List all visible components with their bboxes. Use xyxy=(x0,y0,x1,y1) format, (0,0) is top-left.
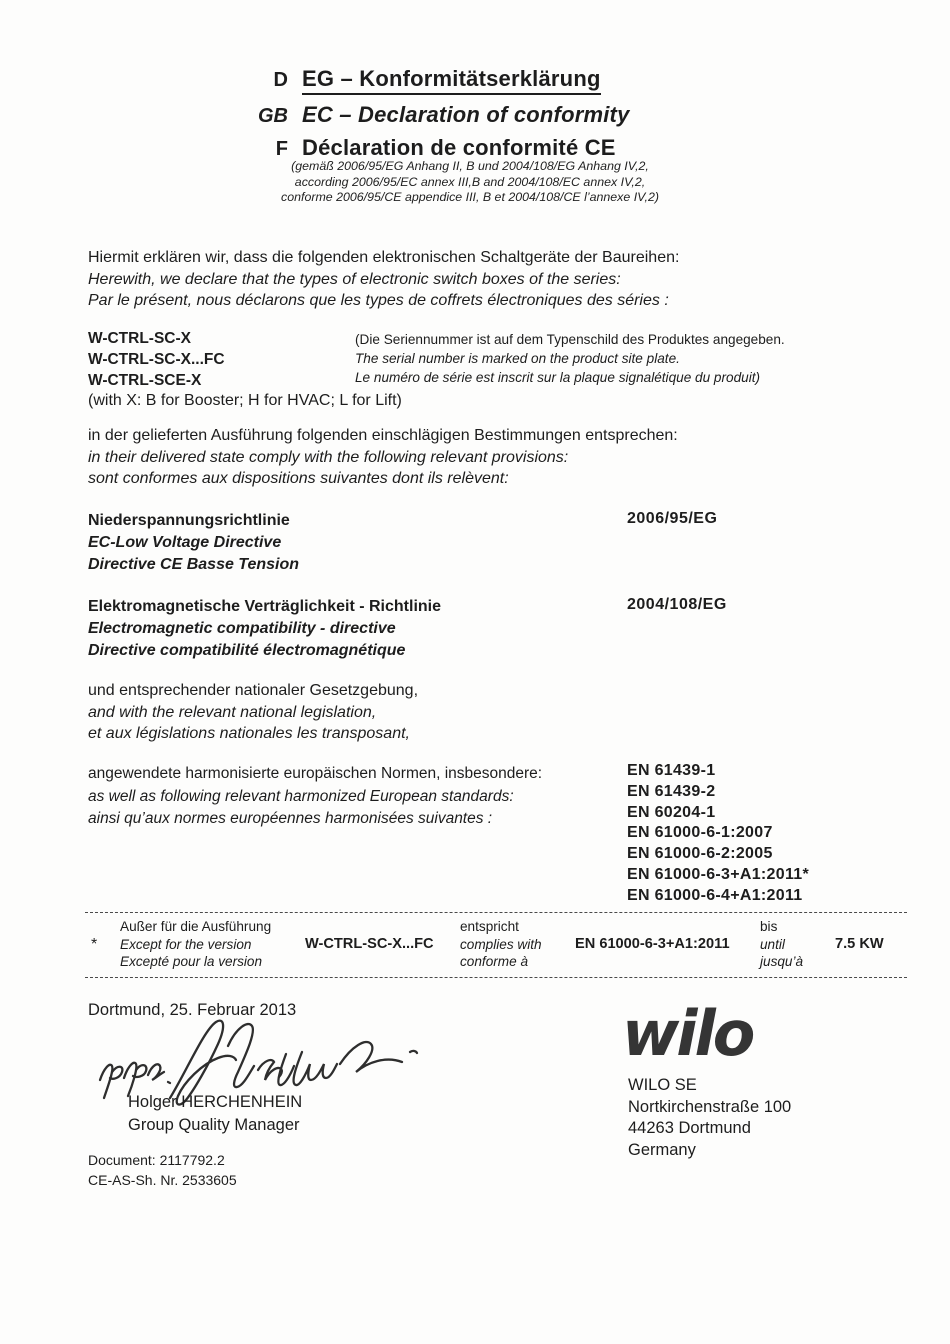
title-de: EG – Konformitätserklärung xyxy=(302,66,601,95)
lang-code-fr: F xyxy=(275,138,288,160)
directive-number-low-voltage: 2006/95/EG xyxy=(627,510,718,527)
legislation-de: und entsprechender nationaler Gesetzgebung, xyxy=(88,682,419,699)
directive-title-fr: Directive CE Basse Tension xyxy=(88,556,300,573)
exception-label-fr: Excepté pour la version xyxy=(120,954,263,970)
exception-footnote-row xyxy=(85,912,907,978)
directive-title-de: Elektromagnetische Verträglichkeit - Richtlinie xyxy=(88,598,441,615)
standard-item: EN 61000-6-2:2005 xyxy=(627,845,773,863)
serial-note-en: The serial number is marked on the product site plate. xyxy=(355,351,680,366)
serial-note-fr: Le numéro de série est inscrit sur la plaque signalétique du produit) xyxy=(355,370,761,385)
provisions-fr: sont conformes aux dispositions suivantes dont ils relèvent: xyxy=(88,470,509,488)
title-fr: Déclaration de conformité CE xyxy=(302,135,616,160)
variant-note: (with X: B for Booster; H for HVAC; L for Lift) xyxy=(88,392,402,409)
model-item: W-CTRL-SC-X...FC xyxy=(88,351,225,368)
model-item: W-CTRL-SC-X xyxy=(88,330,191,347)
wilo-logo: wilo xyxy=(622,997,753,1070)
serial-note-de: (Die Seriennummer ist auf dem Typenschild des Produktes angegeben. xyxy=(355,332,785,347)
directive-title-en: EC-Low Voltage Directive xyxy=(88,534,282,551)
header-row-gb xyxy=(230,102,730,128)
document-header xyxy=(230,66,730,168)
standard-item: EN 61000-6-1:2007 xyxy=(627,824,773,842)
exception-limit-value: 7.5 KW xyxy=(835,935,884,952)
lang-code-de: D xyxy=(273,69,288,91)
signatory-role: Group Quality Manager xyxy=(128,1116,300,1134)
exception-standard: EN 61000-6-3+A1:2011 xyxy=(575,935,730,952)
legislation-en: and with the relevant national legislation, xyxy=(88,703,377,721)
exception-label-en: Except for the version xyxy=(120,936,252,952)
exception-labels xyxy=(120,918,305,971)
standard-item: EN 61439-2 xyxy=(627,782,716,800)
directive-number-emc: 2004/108/EG xyxy=(627,596,727,613)
intro-paragraph xyxy=(88,247,848,312)
provisions-en: in their delivered state comply with the following relevant provisions: xyxy=(88,448,569,466)
provisions-paragraph xyxy=(88,425,848,490)
lang-code-gb: GB xyxy=(258,105,288,127)
standards-intro-fr: ainsi qu’aux normes européennes harmonisées suivantes : xyxy=(88,810,493,828)
directive-title-fr: Directive compatibilité électromagnétique xyxy=(88,642,406,659)
relation-en: complies with xyxy=(460,936,542,952)
relation-de: entspricht xyxy=(460,919,519,934)
standards-intro-de: angewendete harmonisierte europäischen Normen, insbesondere: xyxy=(88,765,543,782)
title-en: EC – Declaration of conformity xyxy=(302,102,630,127)
legal-ref-en: according 2006/95/EC annex III,B and 2004/108/EC annex IV,2, xyxy=(294,174,646,189)
intro-de: Hiermit erklären wir, dass die folgenden elektronischen Schaltgeräte der Baureihen: xyxy=(88,249,680,266)
intro-en: Herewith, we declare that the types of electronic switch boxes of the series: xyxy=(88,270,621,288)
standards-list xyxy=(627,761,887,907)
document-footer xyxy=(88,1151,237,1190)
directive-title-en: Electromagnetic compatibility - directive xyxy=(88,620,396,637)
standards-intro-en: as well as following relevant harmonized European standards: xyxy=(88,787,514,805)
legal-references xyxy=(220,159,720,206)
exception-label-de: Außer für die Ausführung xyxy=(120,919,272,934)
standard-item: EN 61000-6-3+A1:2011* xyxy=(627,865,809,883)
asterisk-marker: * xyxy=(91,935,98,953)
exception-limit xyxy=(760,918,835,971)
serial-number-note xyxy=(355,330,855,387)
limit-de: bis xyxy=(760,919,778,934)
ce-sheet-number: CE-AS-Sh. Nr. 2533605 xyxy=(88,1171,237,1188)
header-row-fr xyxy=(230,135,730,161)
relation-fr: conforme à xyxy=(460,954,529,970)
signatory xyxy=(128,1091,302,1137)
company-street: Nortkirchenstraße 100 xyxy=(628,1097,792,1116)
signatory-name: Holger HERCHENHEIN xyxy=(128,1093,303,1111)
company-address xyxy=(628,1075,791,1161)
standard-item: EN 60204-1 xyxy=(627,803,716,821)
exception-relation xyxy=(460,918,575,971)
standards-intro xyxy=(88,763,628,831)
document-number: Document: 2117792.2 xyxy=(88,1152,225,1168)
standard-item: EN 61000-6-4+A1:2011 xyxy=(627,886,803,904)
legal-ref-fr: conforme 2006/95/CE appendice III, B et 2004/108/CE l’annexe IV,2) xyxy=(281,190,659,205)
place-and-date: Dortmund, 25. Februar 2013 xyxy=(88,1001,297,1019)
limit-fr: jusqu’à xyxy=(760,954,804,970)
provisions-de: in der gelieferten Ausführung folgenden einschlägigen Bestimmungen entsprechen: xyxy=(88,427,678,444)
model-item: W-CTRL-SCE-X xyxy=(88,372,202,389)
exception-model: W-CTRL-SC-X...FC xyxy=(305,935,434,952)
intro-fr: Par le présent, nous déclarons que les types de coffrets électroniques des séries : xyxy=(88,292,669,310)
company-name: WILO SE xyxy=(628,1076,697,1094)
directive-emc xyxy=(88,596,628,662)
legal-ref-de: (gemäß 2006/95/EG Anhang II, B und 2004/108/EG Anhang IV,2, xyxy=(291,159,649,173)
company-city: 44263 Dortmund xyxy=(628,1119,751,1137)
legislation-paragraph xyxy=(88,680,688,745)
standard-item: EN 61439-1 xyxy=(627,762,716,779)
directive-title-de: Niederspannungsrichtlinie xyxy=(88,512,290,529)
company-country: Germany xyxy=(628,1140,696,1159)
limit-en: until xyxy=(760,936,785,952)
legislation-fr: et aux législations nationales les transposant, xyxy=(88,725,410,743)
header-row-de xyxy=(230,66,730,95)
model-list xyxy=(88,328,338,391)
directive-low-voltage xyxy=(88,510,628,576)
